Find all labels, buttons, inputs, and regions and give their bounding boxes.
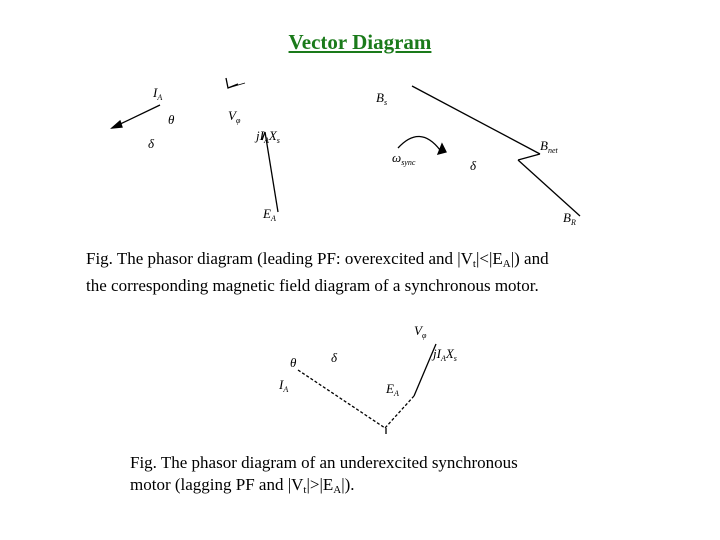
vphi-vector (228, 83, 245, 88)
label-jiaxs: $jI_AX_s$ (256, 128, 280, 145)
label-bnet: $B_{net}$ (540, 138, 558, 155)
caption-lagging-line1: Fig. The phasor diagram of an underexcited synchronous (130, 453, 518, 472)
caption-leading-line1: Fig. The phasor diagram (leading PF: overexcited and $|V_t|<|E_A|$) and (86, 249, 549, 270)
page-title: Vector Diagram (288, 30, 432, 54)
caption-leading-line2: the corresponding magnetic field diagram of a synchronous motor. (86, 276, 539, 295)
label-vphi: $V_\varphi$ (228, 108, 241, 125)
caption-lagging-line2: motor (lagging PF and $|V_t|>|E_A|$). (130, 475, 355, 496)
label-delta-lagging: δ (331, 350, 338, 365)
br-vector (518, 160, 580, 216)
label-delta: δ (148, 136, 155, 151)
bnet-vector (518, 154, 540, 160)
label-ea-lagging: $E_A$ (386, 381, 399, 398)
label-delta-field: δ (470, 158, 477, 173)
omega-rotation-arc (398, 136, 440, 150)
ia-vector-lagging (298, 370, 385, 428)
label-omega: $\omega_{sync}$ (392, 150, 416, 167)
label-theta: θ (168, 112, 175, 127)
label-theta-lagging: θ (290, 355, 297, 370)
caption-lagging-pf (130, 452, 630, 501)
label-ea: $E_A$ (263, 206, 276, 223)
label-ia: $I_A$ (153, 85, 163, 102)
ea-vector-lagging (385, 396, 414, 428)
label-bs: $B_s$ (376, 90, 388, 107)
label-ia-lagging: $I_A$ (279, 377, 289, 394)
caption-leading-pf (86, 248, 686, 297)
label-vphi-lagging: $V_\varphi$ (414, 323, 427, 340)
bs-vector (412, 86, 540, 154)
label-br: $B_R$ (563, 210, 576, 227)
label-jiaxs-lagging: $jI_AX_s$ (433, 346, 457, 363)
ia-arrowhead (112, 121, 122, 128)
